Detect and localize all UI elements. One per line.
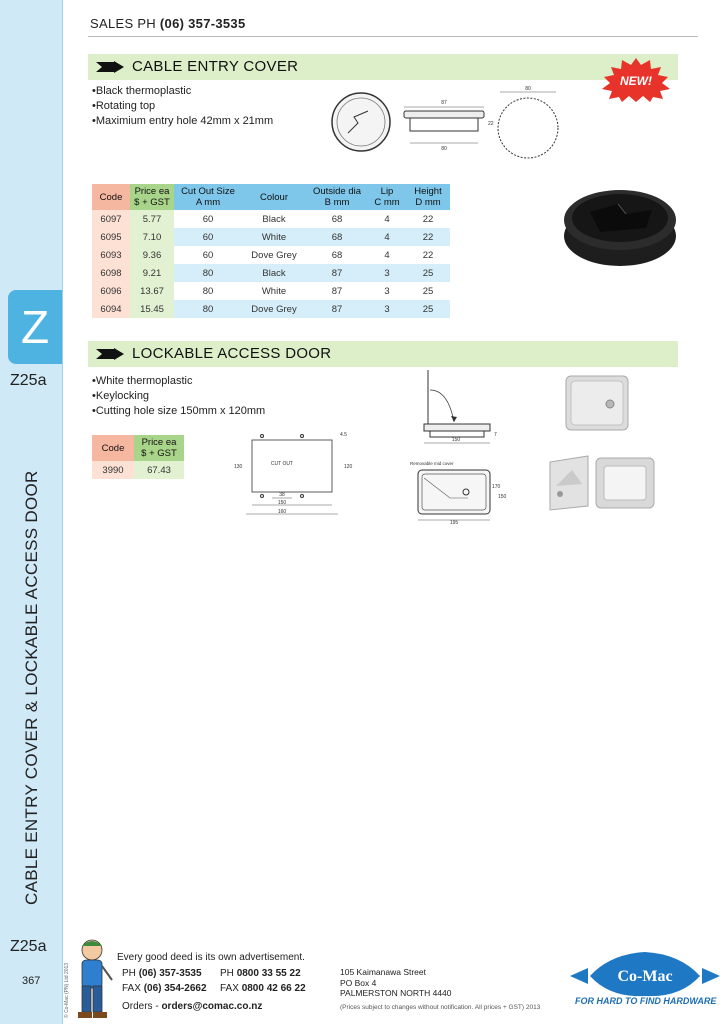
cell-lip: 4	[368, 228, 406, 246]
col-header-height: Height D mm	[406, 184, 450, 210]
cell-colour: White	[242, 282, 306, 300]
cell-price: 9.21	[130, 264, 174, 282]
footer-motto: Every good deed is its own advertisement.	[117, 952, 305, 963]
fax2-label: FAX	[220, 983, 239, 994]
door-closed-photo	[562, 372, 632, 434]
sales-phone: (06) 357-3535	[159, 16, 246, 31]
section-bar-lockable-door	[88, 341, 678, 367]
footer-address	[340, 967, 451, 999]
cable-cover-sketch	[330, 85, 392, 159]
dim-label: 38	[279, 492, 285, 498]
cell-colour: White	[242, 228, 306, 246]
dim-label: 195	[449, 520, 459, 526]
cell-price: 5.77	[130, 210, 174, 228]
table-row	[92, 210, 450, 228]
sales-phone-header	[90, 16, 245, 31]
bullet-item: • Cutting hole size 150mm x 120mm	[92, 404, 265, 419]
section-title: CABLE ENTRY COVER	[132, 58, 299, 75]
section-code-top: Z25a	[10, 372, 47, 389]
table-row	[92, 282, 450, 300]
cell-price: 15.45	[130, 300, 174, 318]
table-row	[92, 264, 450, 282]
cell-colour: Black	[242, 264, 306, 282]
table-row	[92, 461, 184, 479]
cable-cover-top-view	[494, 84, 560, 164]
dim-label: 150	[277, 500, 287, 506]
table-header-row	[92, 435, 184, 461]
table-row	[92, 300, 450, 318]
cell-code: 6097	[92, 210, 130, 228]
bullet-item: • White thermoplastic	[92, 374, 265, 389]
new-badge	[600, 58, 672, 102]
door-front-drawing	[410, 458, 506, 524]
section-title: LOCKABLE ACCESS DOOR	[132, 345, 332, 362]
orders-label: Orders -	[122, 1001, 159, 1012]
address-line: PALMERSTON NORTH 4440	[340, 988, 452, 998]
bullet-item: • Black thermoplastic	[92, 84, 273, 99]
vertical-page-title: CABLE ENTRY COVER & LOCKABLE ACCESS DOOR	[22, 470, 41, 905]
removable-cover-note: Removable mid cover	[410, 461, 454, 466]
cell-cutout: 80	[174, 282, 242, 300]
cell-cutout: 60	[174, 246, 242, 264]
col-header-outside-dia: Outside dia B mm	[306, 184, 368, 210]
footer-contact-col2	[220, 966, 306, 996]
brand-tagline: FOR HARD TO FIND HARDWARE	[575, 996, 717, 1006]
cell-code: 3990	[92, 461, 134, 479]
dim-label: 80	[525, 86, 531, 92]
cell-outside-dia: 87	[306, 282, 368, 300]
dim-label: 170	[492, 484, 501, 490]
bullet-item: • Maximium entry hole 42mm x 21mm	[92, 114, 273, 129]
dim-label: 4.5	[340, 432, 347, 438]
section-bar-cable-entry	[88, 54, 678, 80]
cell-price: 13.67	[130, 282, 174, 300]
cell-outside-dia: 87	[306, 264, 368, 282]
cable-cover-side-view	[400, 95, 492, 155]
mascot-illustration	[70, 936, 114, 1020]
dim-label: 22	[488, 121, 494, 127]
footer-fine-print: (Prices subject to changes without notification. All prices + GST) 2013	[340, 1004, 541, 1011]
door-hinge-drawing	[418, 368, 502, 448]
page-number: 367	[22, 975, 41, 987]
address-line: PO Box 4	[340, 977, 377, 988]
ph-number[interactable]: (06) 357-3535	[138, 968, 202, 979]
bullet-item: • Keylocking	[92, 389, 265, 404]
fax-number: (06) 354-2662	[143, 983, 207, 994]
cell-code: 6096	[92, 282, 130, 300]
table-header-row	[92, 184, 450, 210]
header-rule	[88, 36, 698, 37]
sales-label: SALES PH	[90, 16, 156, 31]
cell-height: 22	[406, 210, 450, 228]
address-line: 105 Kaimanawa Street	[340, 967, 426, 977]
cell-height: 25	[406, 282, 450, 300]
cell-cutout: 60	[174, 228, 242, 246]
ph2-number[interactable]: 0800 33 55 22	[236, 968, 301, 979]
fax-label: FAX	[122, 983, 141, 994]
cell-code: 6094	[92, 300, 130, 318]
orders-email[interactable]: orders@comac.co.nz	[161, 1001, 263, 1012]
door-open-photo	[546, 452, 658, 514]
fax2-number: 0800 42 66 22	[241, 983, 306, 994]
dim-label: 80	[441, 146, 447, 152]
cell-outside-dia: 68	[306, 210, 368, 228]
cell-outside-dia: 68	[306, 246, 368, 264]
cell-lip: 4	[368, 210, 406, 228]
dim-label: 150	[451, 437, 461, 443]
bullet-item: • Rotating top	[92, 99, 273, 114]
section-tab-letter[interactable]: Z	[8, 290, 62, 364]
cable-cover-photo	[560, 176, 680, 271]
cell-colour: Dove Grey	[242, 246, 306, 264]
cell-code: 6095	[92, 228, 130, 246]
cell-code: 6098	[92, 264, 130, 282]
arrow-icon	[96, 61, 124, 73]
col-header-colour: Colour	[242, 184, 306, 210]
dim-label: 120	[344, 464, 353, 470]
dim-label: 150	[498, 494, 507, 500]
cell-outside-dia: 68	[306, 228, 368, 246]
access-door-bullets	[92, 374, 265, 419]
cutout-drawing	[232, 428, 357, 520]
col-header-lip: Lip C mm	[368, 184, 406, 210]
ph2-label: PH	[220, 968, 234, 979]
dim-label: 130	[234, 464, 243, 470]
cell-height: 22	[406, 246, 450, 264]
col-header-price: Price ea $ + GST	[130, 184, 174, 210]
col-header-cutout: Cut Out Size A mm	[174, 184, 242, 210]
cell-price: 67.43	[134, 461, 184, 479]
cell-lip: 3	[368, 264, 406, 282]
cell-cutout: 80	[174, 264, 242, 282]
cell-lip: 3	[368, 300, 406, 318]
cell-height: 22	[406, 228, 450, 246]
arrow-icon	[96, 348, 124, 360]
copyright-note: © Co-Mac (PN) Ltd 2013	[64, 962, 70, 1018]
access-door-table	[92, 435, 184, 479]
cell-lip: 4	[368, 246, 406, 264]
cell-height: 25	[406, 300, 450, 318]
ph-label: PH	[122, 968, 136, 979]
new-badge-text: NEW!	[620, 74, 652, 88]
cell-height: 25	[406, 264, 450, 282]
section-code-bottom: Z25a	[10, 938, 47, 955]
cell-price: 9.36	[130, 246, 174, 264]
col-header-price: Price ea $ + GST	[134, 435, 184, 461]
cell-colour: Dove Grey	[242, 300, 306, 318]
cutout-label: CUT OUT	[270, 461, 294, 467]
cell-price: 7.10	[130, 228, 174, 246]
dim-label: 87	[441, 100, 447, 106]
col-header-code: Code	[92, 184, 130, 210]
cell-cutout: 60	[174, 210, 242, 228]
brand-name: Co-Mac	[617, 968, 673, 985]
cell-cutout: 80	[174, 300, 242, 318]
table-row	[92, 246, 450, 264]
table-row	[92, 228, 450, 246]
dim-label: 7	[494, 432, 497, 438]
col-header-code: Code	[92, 435, 134, 461]
cell-lip: 3	[368, 282, 406, 300]
sidebar-divider	[62, 0, 63, 1024]
dim-label: 160	[277, 509, 287, 515]
cell-outside-dia: 87	[306, 300, 368, 318]
cell-code: 6093	[92, 246, 130, 264]
cable-entry-table	[92, 184, 450, 318]
cable-entry-bullets	[92, 84, 273, 129]
cell-colour: Black	[242, 210, 306, 228]
